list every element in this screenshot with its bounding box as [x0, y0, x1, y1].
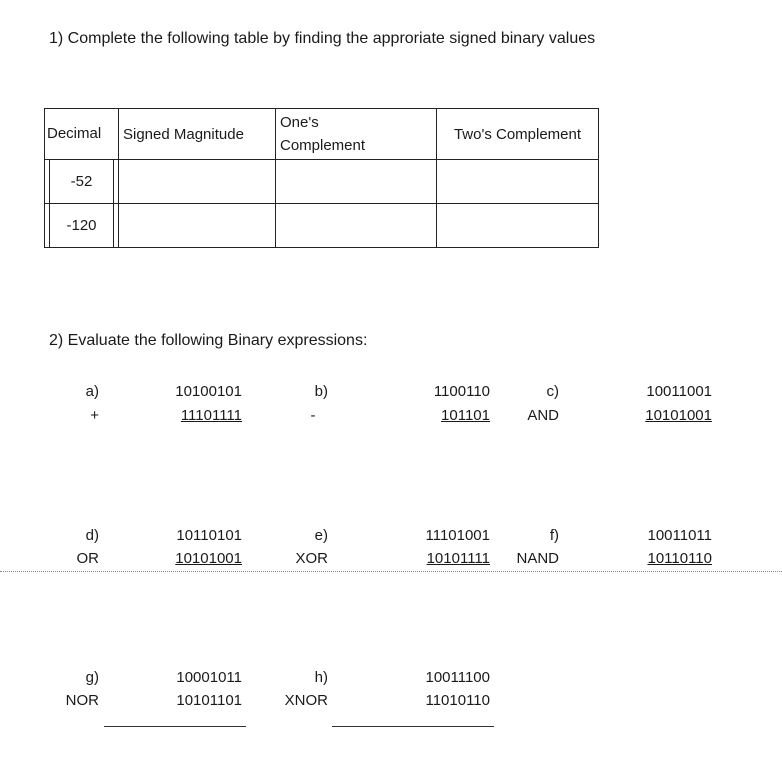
problem-d-top: 10110101	[176, 527, 242, 544]
problem-f-operator: NAND	[516, 550, 559, 567]
header-signed-magnitude: Signed Magnitude	[119, 109, 276, 160]
problem-h-top: 10011100	[425, 669, 490, 686]
problem-g-label: g)	[85, 669, 99, 686]
problem-b-bottom: 101101	[441, 407, 490, 424]
decimal-cell	[45, 160, 119, 204]
problem-h-answer-line	[332, 726, 494, 727]
problem-d-bottom: 10101001	[175, 550, 242, 567]
problem-f-top: 10011011	[647, 527, 712, 544]
problem-b-label: b)	[314, 383, 328, 400]
q2-title: 2) Evaluate the following Binary expressions:	[49, 332, 368, 349]
page-break-divider	[0, 571, 782, 572]
table-row	[45, 204, 599, 248]
problem-g-answer-line	[104, 726, 246, 727]
table-header-row	[45, 109, 599, 160]
problem-e-operator: XOR	[295, 550, 328, 567]
problem-b-operator: -	[310, 407, 316, 424]
ones-complement-answer-cell[interactable]	[276, 204, 437, 248]
problem-d-label: d)	[85, 527, 99, 544]
problem-a-operator: +	[90, 407, 99, 424]
problem-c-top: 10011001	[646, 383, 712, 400]
decimal-value: -120	[49, 204, 114, 247]
problem-g-top: 10001011	[176, 669, 242, 686]
problem-h-label: h)	[314, 669, 328, 686]
problem-d-operator: OR	[76, 550, 99, 567]
problem-e-label: e)	[314, 527, 328, 544]
problem-e-bottom: 10101111	[426, 550, 490, 567]
problem-f-label: f)	[549, 527, 559, 544]
twos-complement-answer-cell[interactable]	[437, 204, 599, 248]
decimal-value: -52	[49, 160, 114, 203]
twos-complement-answer-cell[interactable]	[437, 160, 599, 204]
header-decimal: Decimal	[45, 109, 119, 160]
header-ones-complement	[276, 109, 437, 160]
problem-f-bottom: 10110110	[647, 550, 712, 567]
header-ones-line1: One's	[280, 114, 319, 131]
problem-a-bottom: 11101111	[180, 407, 242, 424]
decimal-cell	[45, 204, 119, 248]
problem-g-operator: NOR	[65, 692, 99, 709]
q1-title: 1) Complete the following table by finding the approriate signed binary values	[49, 30, 596, 47]
table-row	[45, 160, 599, 204]
problem-c-operator: AND	[527, 407, 559, 424]
problem-h-bottom: 11010110	[425, 692, 490, 709]
signed-magnitude-answer-cell[interactable]	[119, 204, 276, 248]
problem-e-top: 11101001	[425, 527, 490, 544]
signed-magnitude-answer-cell[interactable]	[119, 160, 276, 204]
problem-b-top: 1100110	[433, 383, 490, 400]
problem-a-top: 10100101	[175, 383, 242, 400]
problem-c-bottom: 10101001	[645, 407, 712, 424]
header-ones-line2: Complement	[280, 137, 366, 154]
problem-a-label: a)	[85, 383, 99, 400]
problem-g-bottom: 10101101	[176, 692, 242, 709]
problem-h-operator: XNOR	[284, 692, 328, 709]
signed-binary-table	[44, 108, 599, 248]
ones-complement-answer-cell[interactable]	[276, 160, 437, 204]
header-twos-complement: Two's Complement	[437, 109, 599, 160]
problem-c-label: c)	[546, 383, 559, 400]
